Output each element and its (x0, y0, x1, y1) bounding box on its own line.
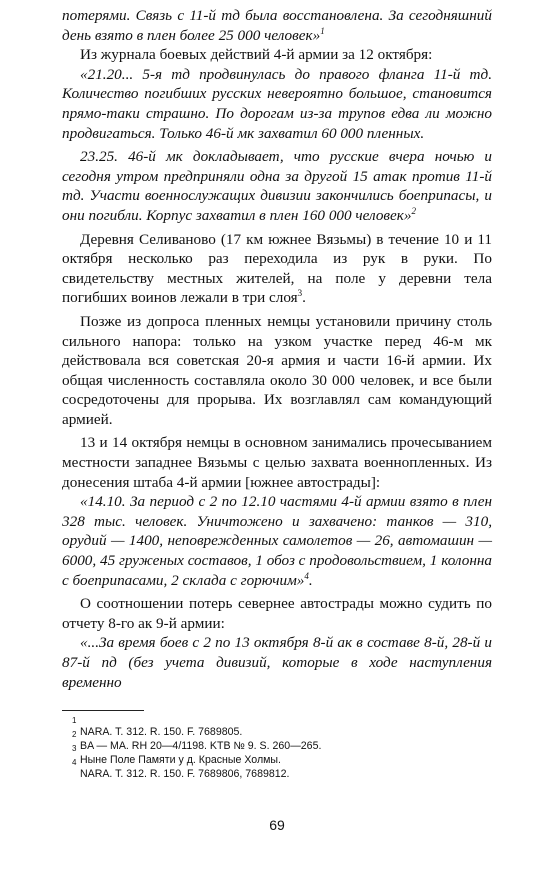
footnote-3: 3 Ныне Поле Памяти у д. Красные Холмы. (72, 744, 281, 767)
paragraph-2: Из журнала боевых действий 4-й армии за 12 октября: (80, 46, 433, 64)
footnote-4: 4 NARA. T. 312. R. 150. F. 7689806, 7689812. (72, 758, 290, 781)
paragraph-7: 13 и 14 октября немцы в основном занимались прочесыванием местности западнее Вязьмы с целью захвата военнопленных. Из донесения штаба 4-й армии [южнее автострады]: (62, 434, 492, 491)
paragraph-8: «14.10. За период с 2 по 12.10 частями 4-й армии взято в плен 328 тыс. человек. Уничтожено и захвачено: танков — 310, орудий — 1400, неповрежденных самолетов — 26, автомашин — 6000, 45 груженых составов, 1 обоз с продовольствием, 1 колонна с боеприпасами, 2 склада с горючим»$^4$. (62, 493, 492, 589)
page-number: 69 (269, 817, 285, 834)
footnote-2: 2 BA — MA. RH 20—4/1198. KTB № 9. S. 260—265. (72, 730, 322, 753)
footnote-1: 1 NARA. T. 312. R. 150. F. 7689805. (72, 716, 243, 739)
paragraph-3: «21.20... 5-я тд продвинулась до правого фланга 11-й тд. Количество погибших русских невероятно большое, становится прямо-таки страшно. По дорогам из-за трупов едва ли можно продвигаться. Только 46-й мк захватил 60 000 пленных. (62, 65, 492, 142)
footnotes (62, 716, 492, 781)
footnote-divider (62, 710, 144, 711)
footnote-ref-3: 3 (297, 288, 303, 299)
paragraph-5: Деревня Селиваново (17 км южнее Вязьмы) в течение 10 и 11 октября несколько раз переходила из рук в руки. По свидетельству местных жителей, на поле у деревни тела погибших воинов лежали в три слоя$^3$. (62, 230, 492, 307)
book-page (62, 6, 492, 836)
paragraph-4: 23.25. 46-й мк докладывает, что русские вчера ночью и сегодня утром предприняли одна за другой 15 атак против 11-й тд. Участи военнослужащих дивизии закончились боеприпасы, и они погибли. Корпус захватил в плен 160 000 человек»$^2$ (62, 148, 492, 224)
paragraph-10: «...За время боев с 2 по 13 октября 8-й ак в составе 8-й, 28-й и 87-й пд (без учета дивизий, которые в ходе наступления временно (62, 634, 492, 691)
paragraph-9: О соотношении потерь севернее автострады можно судить по отчету 8-го ак 9-й армии: (62, 595, 492, 632)
footnote-ref-2: 2 (411, 205, 416, 216)
body-text (62, 6, 492, 692)
footnote-ref-1: 1 (320, 25, 325, 36)
footnote-ref-4: 4 (304, 570, 309, 581)
paragraph-1: потерями. Связь с 11-й тд была восстановлена. За сегодняшний день взято в плен более 25 000 человек»$^1$ (62, 7, 492, 44)
paragraph-6: Позже из допроса пленных немцы установили причину столь сильного напора: только на узком участке перед 46-м мк действовала вся советская 20-я армия и части 16-й армии. Их общая численность составляла около 30 000 человек, и все были сосредоточены для прорыва. Их возглавлял сам командующий армией. (62, 312, 492, 428)
